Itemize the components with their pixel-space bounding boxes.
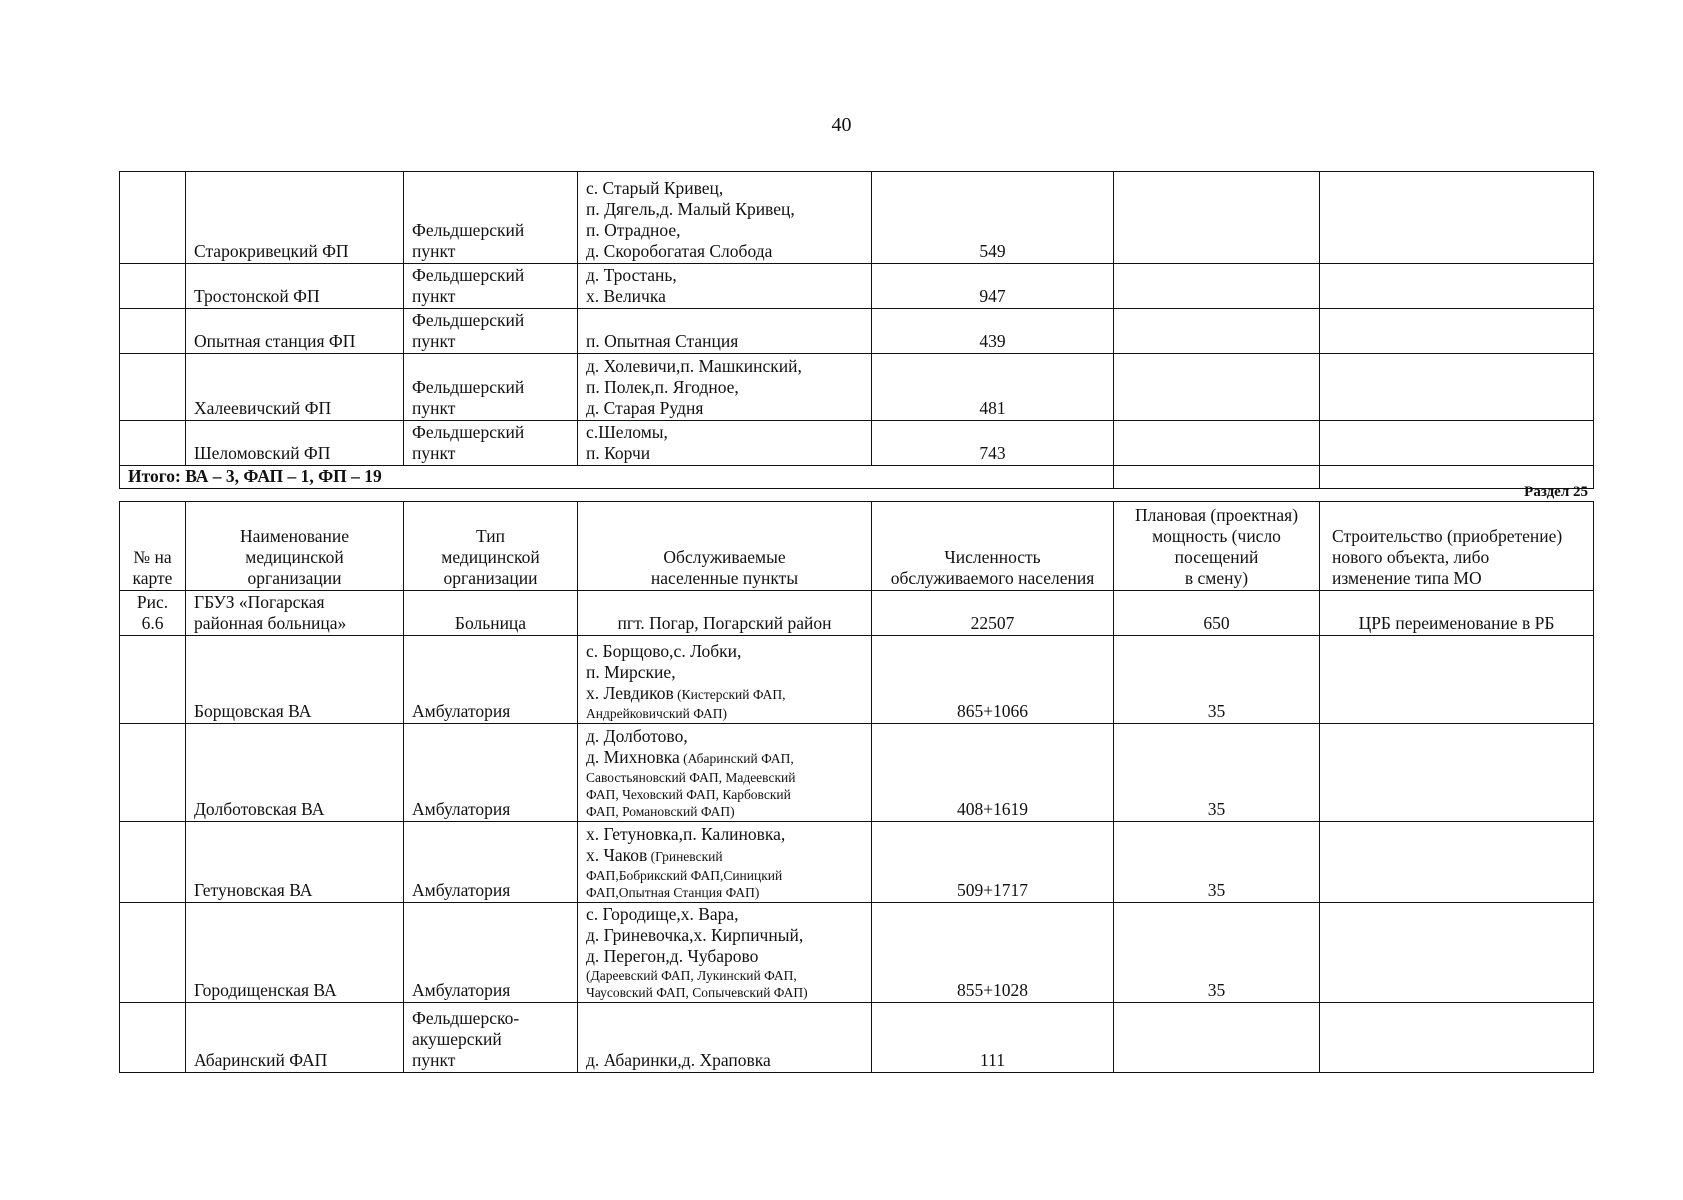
table-row xyxy=(120,172,1594,264)
map-no-cell xyxy=(120,1003,186,1073)
population-cell: 743 xyxy=(872,421,1114,466)
org-name-cell: Опытная станция ФП xyxy=(186,309,404,354)
population-cell: 549 xyxy=(872,172,1114,264)
org-type-cell: Фельдшерский пункт xyxy=(404,172,578,264)
capacity-cell xyxy=(1114,309,1320,354)
org-name-cell: Шеломовский ФП xyxy=(186,421,404,466)
population-cell: 22507 xyxy=(872,591,1114,636)
capacity-cell xyxy=(1114,1003,1320,1073)
construction-cell xyxy=(1320,421,1594,466)
org-type-cell: Амбулатория xyxy=(404,822,578,903)
capacity-cell xyxy=(1114,421,1320,466)
settlements-cell: д. Тростань, х. Величка xyxy=(578,264,872,309)
table-row xyxy=(120,903,1594,1003)
map-no-cell: Рис. 6.6 xyxy=(120,591,186,636)
table-row xyxy=(120,724,1594,822)
header-population: Численность обслуживаемого населения xyxy=(872,502,1114,591)
org-name-cell: Халеевичский ФП xyxy=(186,354,404,421)
org-type-cell: Фельдшерский пункт xyxy=(404,354,578,421)
map-no-cell xyxy=(120,421,186,466)
map-no-cell xyxy=(120,309,186,354)
settlements-cell: с.Шеломы, п. Корчи xyxy=(578,421,872,466)
construction-cell xyxy=(1320,903,1594,1003)
table-row xyxy=(120,1003,1594,1073)
org-type-cell: Фельдшерско- акушерский пункт xyxy=(404,1003,578,1073)
capacity-cell xyxy=(1114,466,1320,489)
table-row xyxy=(120,309,1594,354)
capacity-cell xyxy=(1114,264,1320,309)
construction-cell xyxy=(1320,309,1594,354)
settlements-cell: с. Старый Кривец, п. Дягель,д. Малый Кривец, п. Отрадное, д. Скоробогатая Слобода xyxy=(578,172,872,264)
table-row xyxy=(120,264,1594,309)
settlements-cell: д. Долботово, д. Михновка (Абаринский ФАП, Савостьяновский ФАП, Мадеевский ФАП, Чеховский ФАП, Карбовский ФАП, Романовский ФАП) xyxy=(578,724,872,822)
population-cell: 439 xyxy=(872,309,1114,354)
settlements-cell: с. Борщово,с. Лобки, п. Мирские, х. Левдиков (Кистерский ФАП, Андрейковичский ФАП) xyxy=(578,636,872,724)
section-label: Раздел 25 xyxy=(1524,484,1588,500)
settlements-cell: д. Холевичи,п. Машкинский, п. Полек,п. Ягодное, д. Старая Рудня xyxy=(578,354,872,421)
capacity-cell: 35 xyxy=(1114,822,1320,903)
settlements-cell: д. Абаринки,д. Храповка xyxy=(578,1003,872,1073)
map-no-cell xyxy=(120,264,186,309)
page-number: 40 xyxy=(831,114,852,136)
construction-cell xyxy=(1320,172,1594,264)
settlements-cell: х. Гетуновка,п. Калиновка, х. Чаков (Гриневский ФАП,Бобрикский ФАП,Синицкий ФАП,Опытная Станция ФАП) xyxy=(578,822,872,903)
population-cell: 509+1717 xyxy=(872,822,1114,903)
org-type-cell: Фельдшерский пункт xyxy=(404,309,578,354)
map-no-cell xyxy=(120,903,186,1003)
capacity-cell: 35 xyxy=(1114,724,1320,822)
table-row xyxy=(120,591,1594,636)
construction-cell xyxy=(1320,636,1594,724)
header-map-no: № на карте xyxy=(120,502,186,591)
section-table xyxy=(119,501,1594,1073)
org-name-cell: Старокривецкий ФП xyxy=(186,172,404,264)
header-org-name: Наименование медицинской организации xyxy=(186,502,404,591)
capacity-cell xyxy=(1114,172,1320,264)
construction-cell xyxy=(1320,264,1594,309)
settlements-cell: п. Опытная Станция xyxy=(578,309,872,354)
org-name-cell: ГБУЗ «Погарская районная больница» xyxy=(186,591,404,636)
table-row xyxy=(120,822,1594,903)
population-cell: 865+1066 xyxy=(872,636,1114,724)
org-type-cell: Амбулатория xyxy=(404,636,578,724)
table-row xyxy=(120,354,1594,421)
construction-cell xyxy=(1320,354,1594,421)
map-no-cell xyxy=(120,724,186,822)
org-type-cell: Больница xyxy=(404,591,578,636)
map-no-cell xyxy=(120,822,186,903)
map-no-cell xyxy=(120,354,186,421)
population-cell: 111 xyxy=(872,1003,1114,1073)
header-capacity: Плановая (проектная) мощность (число посещений в смену) xyxy=(1114,502,1320,591)
org-name-cell: Долботовская ВА xyxy=(186,724,404,822)
header-construction: Строительство (приобретение) нового объекта, либо изменение типа МО xyxy=(1320,502,1594,591)
construction-cell xyxy=(1320,822,1594,903)
total-row xyxy=(120,466,1594,489)
population-cell: 481 xyxy=(872,354,1114,421)
capacity-cell xyxy=(1114,354,1320,421)
org-name-cell: Гетуновская ВА xyxy=(186,822,404,903)
capacity-cell: 35 xyxy=(1114,636,1320,724)
capacity-cell: 650 xyxy=(1114,591,1320,636)
org-name-cell: Борщовская ВА xyxy=(186,636,404,724)
capacity-cell: 35 xyxy=(1114,903,1320,1003)
settlements-cell: с. Городище,х. Вара, д. Гриневочка,х. Кирпичный, д. Перегон,д. Чубарово (Дареевский ФАП, Лукинский ФАП, Чаусовский ФАП, Сопычевский ФАП) xyxy=(578,903,872,1003)
map-no-cell xyxy=(120,172,186,264)
org-name-cell: Абаринский ФАП xyxy=(186,1003,404,1073)
continuation-table xyxy=(119,171,1594,489)
total-cell: Итого: ВА – 3, ФАП – 1, ФП – 19 xyxy=(120,466,1114,489)
map-no-cell xyxy=(120,636,186,724)
construction-cell: ЦРБ переименование в РБ xyxy=(1320,591,1594,636)
org-type-cell: Амбулатория xyxy=(404,724,578,822)
population-cell: 947 xyxy=(872,264,1114,309)
org-name-cell: Тростонской ФП xyxy=(186,264,404,309)
header-settlements: Обслуживаемые населенные пункты xyxy=(578,502,872,591)
population-cell: 855+1028 xyxy=(872,903,1114,1003)
population-cell: 408+1619 xyxy=(872,724,1114,822)
org-type-cell: Амбулатория xyxy=(404,903,578,1003)
header-org-type: Тип медицинской организации xyxy=(404,502,578,591)
construction-cell xyxy=(1320,724,1594,822)
org-type-cell: Фельдшерский пункт xyxy=(404,421,578,466)
header-row xyxy=(120,502,1594,591)
org-name-cell: Городищенская ВА xyxy=(186,903,404,1003)
table-row xyxy=(120,421,1594,466)
construction-cell xyxy=(1320,1003,1594,1073)
table-row xyxy=(120,636,1594,724)
settlements-cell: пгт. Погар, Погарский район xyxy=(578,591,872,636)
org-type-cell: Фельдшерский пункт xyxy=(404,264,578,309)
